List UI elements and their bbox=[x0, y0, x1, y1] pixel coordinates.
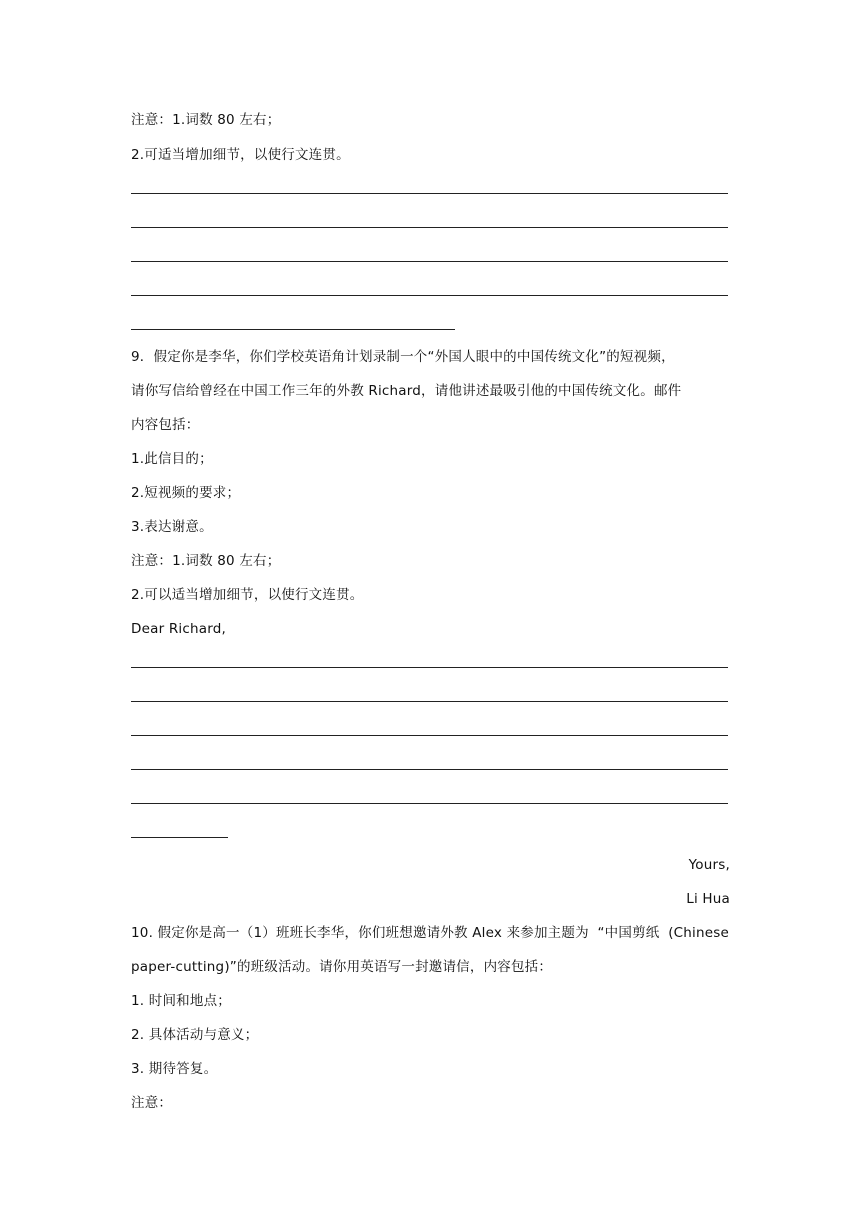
note-word-count: 注意：1.词数 80 左右； bbox=[131, 112, 281, 128]
q10-prompt-segment: 10. 假定你是高一（1）班班长李华，你们班想邀请外教 Alex 来参加主题为 bbox=[131, 925, 589, 941]
q9-requirement-item: 1.此信目的； bbox=[131, 451, 213, 467]
answer-line bbox=[131, 837, 228, 838]
q9-requirement-item: 2.短视频的要求； bbox=[131, 485, 241, 501]
note-add-details: 2.可适当增加细节，以使行文连贯。 bbox=[131, 147, 350, 163]
q10-requirement-item: 1. 时间和地点； bbox=[131, 993, 231, 1009]
letter-closing: Yours, bbox=[688, 857, 730, 873]
q10-requirement-item: 3. 期待答复。 bbox=[131, 1061, 218, 1077]
letter-signature: Li Hua bbox=[686, 891, 730, 907]
letter-greeting: Dear Richard, bbox=[131, 621, 226, 637]
answer-line bbox=[131, 769, 728, 770]
q9-prompt-line: 9．假定你是李华，你们学校英语角计划录制一个“外国人眼中的中国传统文化”的短视频， bbox=[131, 349, 675, 365]
answer-line bbox=[131, 803, 728, 804]
answer-line bbox=[131, 329, 455, 330]
answer-line bbox=[131, 193, 728, 194]
q10-prompt-segment: “中国剪纸 bbox=[597, 925, 660, 941]
q10-prompt-segment: (Chinese bbox=[668, 925, 729, 941]
q9-note: 2.可以适当增加细节，以使行文连贯。 bbox=[131, 587, 364, 603]
answer-line bbox=[131, 227, 728, 228]
q10-prompt-line bbox=[131, 924, 729, 942]
answer-line bbox=[131, 701, 728, 702]
q9-note: 注意：1.词数 80 左右； bbox=[131, 553, 281, 569]
answer-line bbox=[131, 295, 728, 296]
q10-prompt-line: paper-cutting)”的班级活动。请你用英语写一封邀请信，内容包括： bbox=[131, 959, 553, 975]
q10-requirement-item: 2. 具体活动与意义； bbox=[131, 1027, 259, 1043]
answer-line bbox=[131, 667, 728, 668]
q9-prompt-line: 内容包括： bbox=[131, 417, 200, 433]
q10-note: 注意： bbox=[131, 1095, 173, 1111]
answer-line bbox=[131, 261, 728, 262]
q9-prompt-line: 请你写信给曾经在中国工作三年的外教 Richard，请他讲述最吸引他的中国传统文化。邮件 bbox=[131, 383, 682, 399]
answer-line bbox=[131, 735, 728, 736]
q9-requirement-item: 3.表达谢意。 bbox=[131, 519, 213, 535]
